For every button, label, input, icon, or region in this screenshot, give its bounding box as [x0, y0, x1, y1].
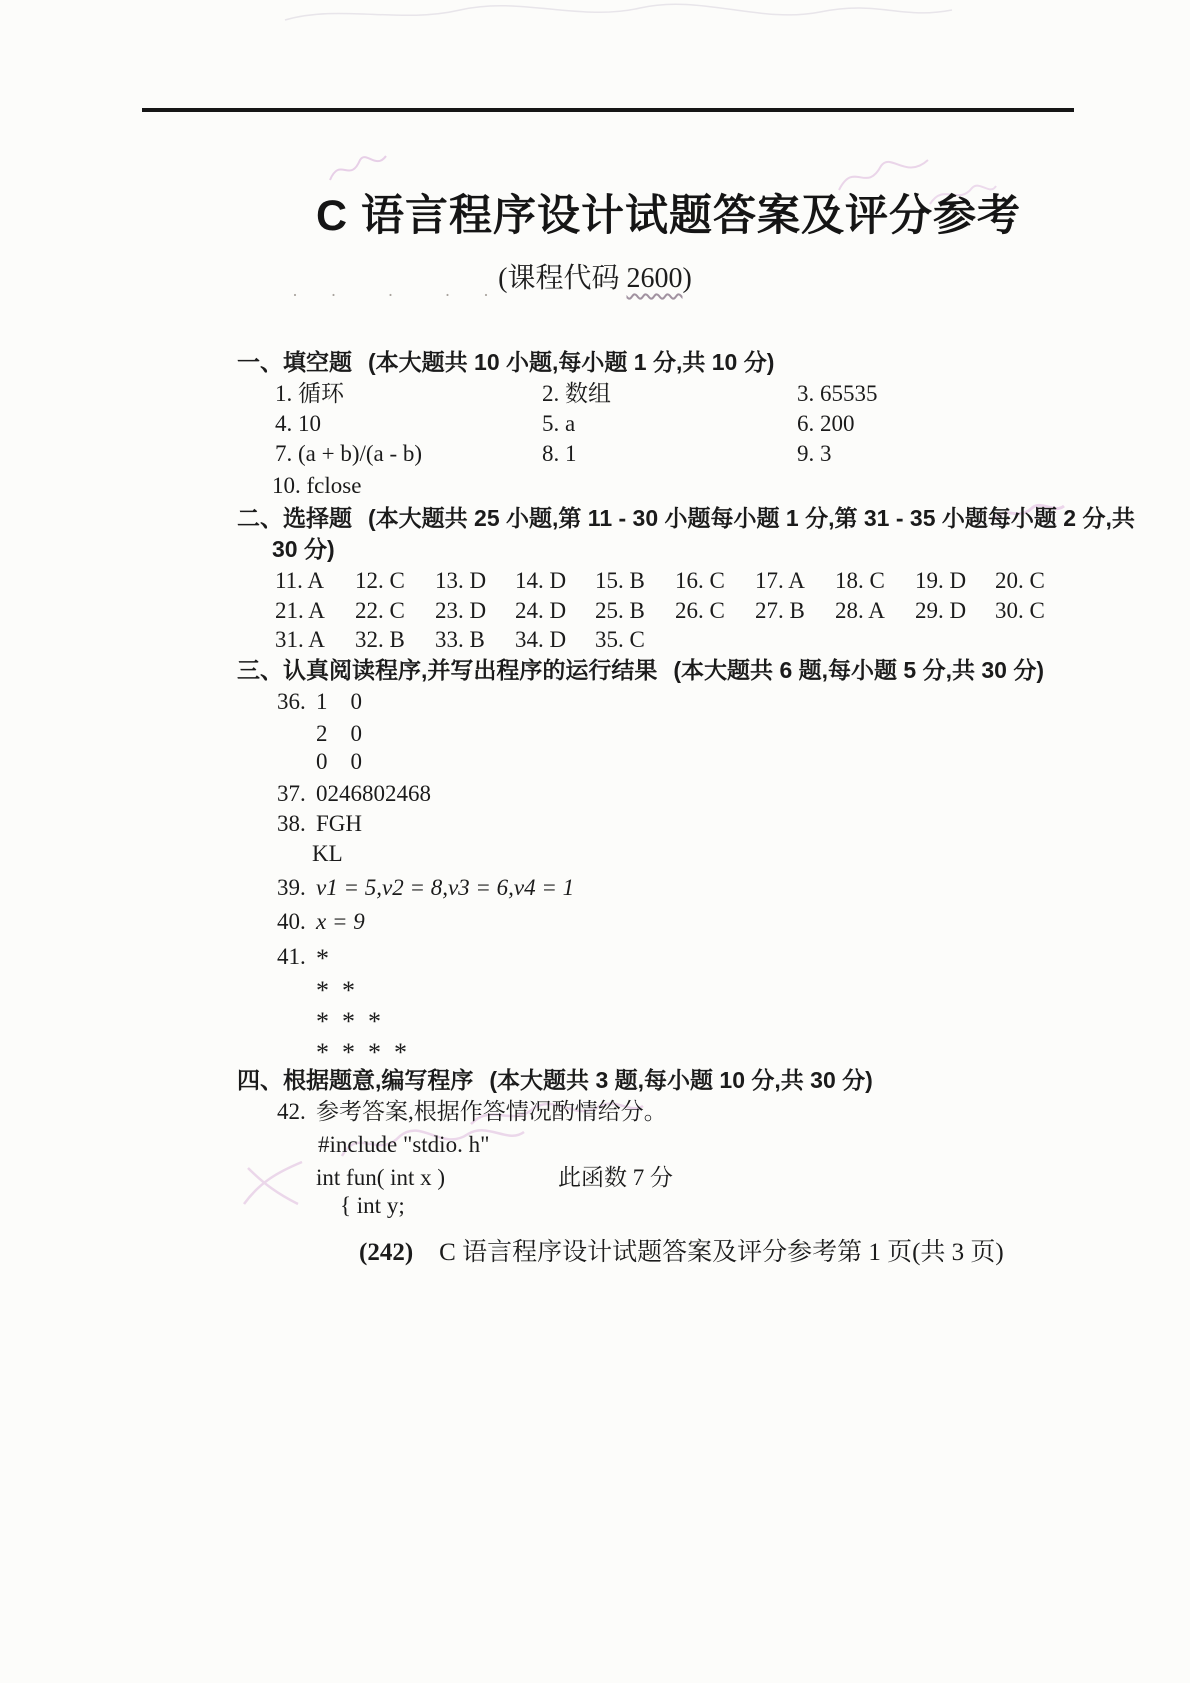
- answer-20: 20. C: [995, 568, 1045, 593]
- footer-code: (242): [359, 1239, 414, 1266]
- answer-42: [277, 1098, 667, 1127]
- footer-text: C 语言程序设计试题答案及评分参考第 1 页(共 3 页): [439, 1239, 1004, 1266]
- answer-25: 25. B: [595, 598, 645, 623]
- top-rule: [142, 108, 1074, 112]
- answer-28: 28. A: [835, 598, 885, 623]
- question-number: 37.: [277, 781, 306, 806]
- answer-41-line2: [316, 972, 355, 1005]
- answer-11: 11. A: [275, 568, 324, 593]
- answer-5: 5. a: [542, 411, 576, 436]
- answer-37-value: 0246802468: [316, 781, 431, 806]
- fill-row-3: [275, 440, 832, 469]
- answer-29: 29. D: [915, 598, 967, 623]
- answer-26: 26. C: [675, 598, 725, 623]
- answer-17: 17. A: [755, 568, 805, 593]
- answer-38-line1: FGH: [316, 811, 363, 836]
- star-row: * * *: [316, 1007, 381, 1036]
- answer-18: 18. C: [835, 568, 885, 593]
- course-code: 2600: [626, 263, 683, 294]
- page-title: C 语言程序设计试题答案及评分参考: [316, 192, 1021, 240]
- answer-22: 22. C: [355, 598, 405, 623]
- star-row: * *: [316, 976, 355, 1005]
- answer-33: 33. B: [435, 627, 485, 652]
- answer-31: 31. A: [275, 627, 325, 652]
- code-fun: int fun( int x ): [316, 1165, 446, 1190]
- answer-24: 24. D: [515, 598, 567, 623]
- scan-dots: · · · · ·: [292, 285, 503, 305]
- section4-note: (本大题共 3 题,每小题 10 分,共 30 分): [489, 1067, 873, 1093]
- section3-heading: [237, 656, 1044, 685]
- section4-heading-text: 四、根据题意,编写程序: [237, 1067, 474, 1093]
- section1-note: (本大题共 10 小题,每小题 1 分,共 10 分): [368, 349, 775, 375]
- question-number: 42.: [277, 1099, 306, 1124]
- choice-row-2: [275, 597, 1075, 626]
- choice-row-1: [275, 567, 1075, 596]
- answer-6: 6. 200: [797, 411, 855, 436]
- question-number: 38.: [277, 811, 306, 836]
- answer-32: 32. B: [355, 627, 405, 652]
- section4-heading: [237, 1066, 873, 1095]
- answer-39-value: v1 = 5,v2 = 8,v3 = 6,v4 = 1: [316, 875, 575, 900]
- answer-36: [277, 688, 362, 717]
- section2-note: (本大题共 25 小题,第 11 - 30 小题每小题 1 分,第 31 - 35 小题每小题 2 分,共: [368, 505, 1135, 531]
- scan-artifact: [238, 1158, 308, 1210]
- question-number: 39.: [277, 875, 306, 900]
- section1-heading-text: 一、填空题: [237, 349, 352, 375]
- page-subtitle: [0, 256, 1190, 296]
- scan-artifact: [280, 2, 960, 28]
- answer-27: 27. B: [755, 598, 805, 623]
- fill-row-1: [275, 380, 878, 409]
- answer-9: 9. 3: [797, 441, 832, 466]
- subtitle-post: ): [682, 263, 692, 294]
- answer-30: 30. C: [995, 598, 1045, 623]
- answer-15: 15. B: [595, 568, 645, 593]
- answer-3: 3. 65535: [797, 381, 878, 406]
- page-footer: [359, 1237, 1004, 1268]
- answer-13: 13. D: [435, 568, 487, 593]
- answer-35: 35. C: [595, 627, 645, 652]
- answer-23: 23. D: [435, 598, 487, 623]
- answer-10: 10. fclose: [272, 473, 362, 498]
- question-number: 40.: [277, 909, 306, 934]
- answer-21: 21. A: [275, 598, 325, 623]
- answer-2: 2. 数组: [542, 381, 611, 406]
- section1-heading: [237, 348, 774, 377]
- question-number: 41.: [277, 944, 306, 969]
- answer-8: 8. 1: [542, 441, 577, 466]
- question-number: 36.: [277, 689, 306, 714]
- answer-40-value: x = 9: [316, 909, 365, 934]
- answer-37: [277, 780, 431, 809]
- answer-1: 1. 循环: [275, 381, 344, 406]
- code-fun-score-note: 此函数 7 分: [558, 1165, 673, 1190]
- answer-14: 14. D: [515, 568, 567, 593]
- answer-41: [277, 940, 329, 973]
- answer-39: [277, 874, 574, 903]
- answer-41-line3: [316, 1003, 381, 1036]
- section2-heading: [237, 504, 1135, 533]
- answer-36-line3: 0 0: [316, 749, 362, 774]
- answer-41-line1: *: [316, 944, 329, 973]
- choice-row-3: [275, 626, 675, 655]
- star-row: * * * *: [316, 1038, 407, 1067]
- code-body: { int y;: [340, 1193, 405, 1218]
- answer-40: [277, 908, 365, 937]
- answer-38-line2: KL: [312, 841, 343, 866]
- code-fun-line: [316, 1164, 1016, 1193]
- fill-row-2: [275, 410, 855, 439]
- answer-38: [277, 810, 362, 839]
- answer-36-line1: 1 0: [316, 689, 362, 714]
- section2-heading-text: 二、选择题: [237, 505, 352, 531]
- section2-note-cont: 30 分): [272, 536, 335, 562]
- answer-41-line4: [316, 1034, 407, 1067]
- code-include: #include "stdio. h": [318, 1132, 490, 1157]
- section3-note: (本大题共 6 题,每小题 5 分,共 30 分): [673, 657, 1044, 683]
- subtitle-pre: (课程代码: [498, 263, 627, 294]
- answer-42-text: 参考答案,根据作答情况酌情给分。: [316, 1099, 667, 1124]
- section3-heading-text: 三、认真阅读程序,并写出程序的运行结果: [237, 657, 658, 683]
- answer-16: 16. C: [675, 568, 725, 593]
- answer-19: 19. D: [915, 568, 967, 593]
- answer-4: 4. 10: [275, 411, 321, 436]
- answer-36-line2: 2 0: [316, 721, 362, 746]
- answer-12: 12. C: [355, 568, 405, 593]
- answer-34: 34. D: [515, 627, 567, 652]
- answer-7: 7. (a + b)/(a - b): [275, 441, 423, 466]
